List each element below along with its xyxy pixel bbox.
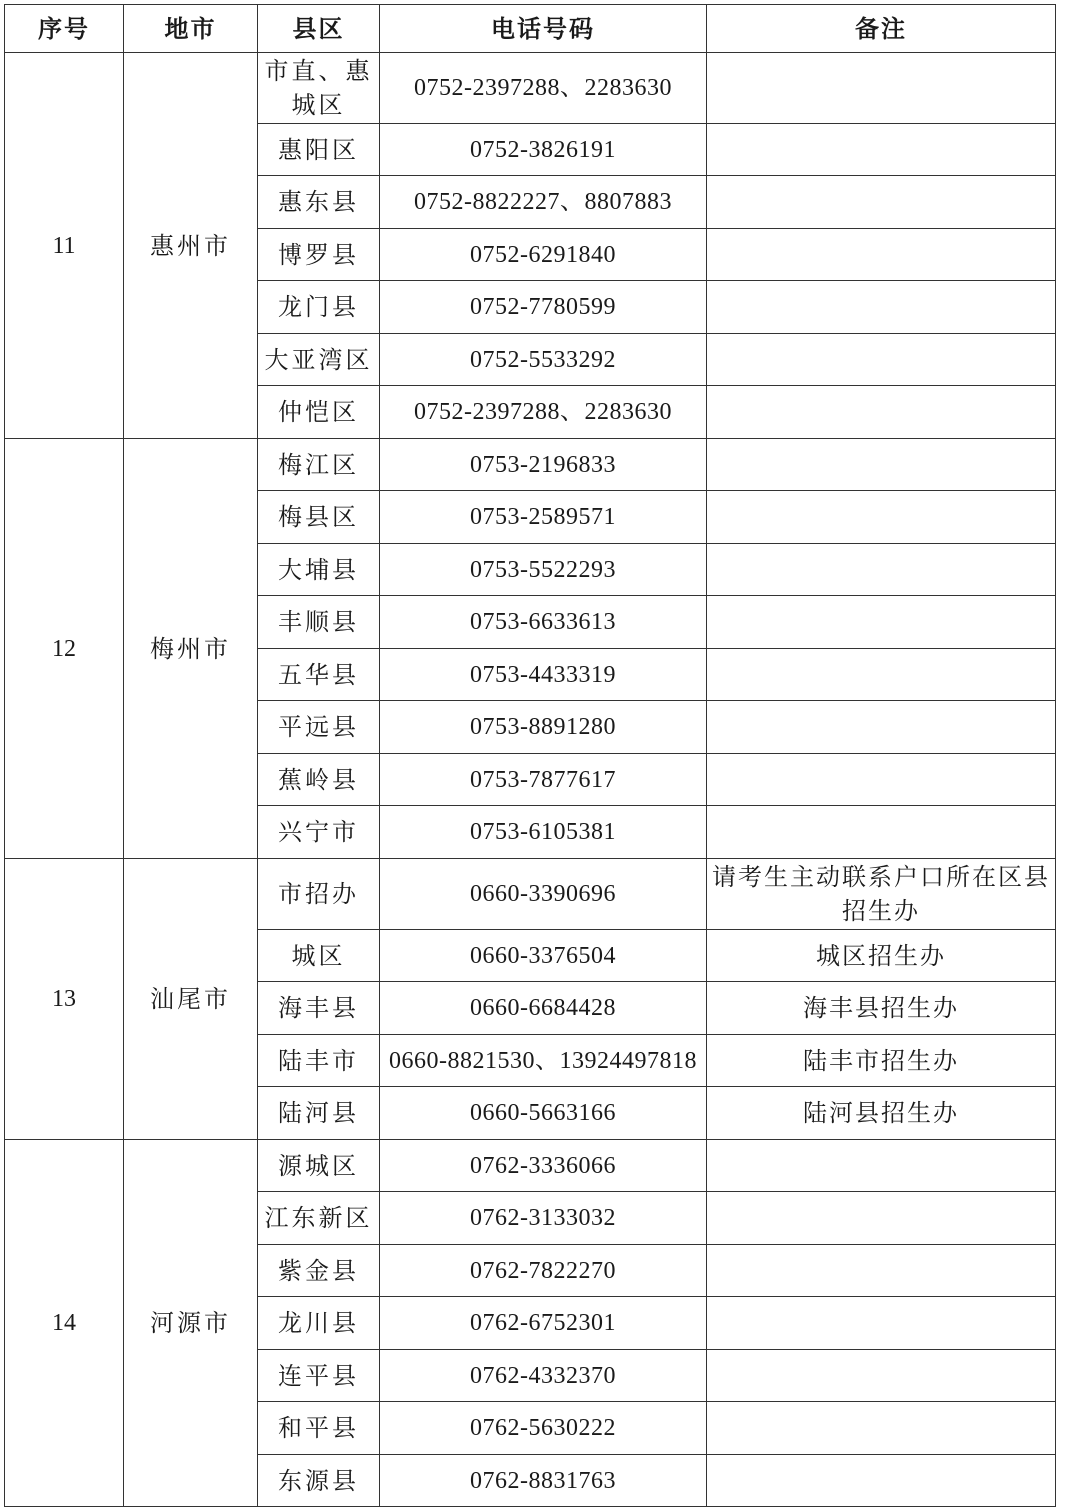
header-city: 地市	[124, 5, 258, 53]
district-cell: 江东新区	[258, 1192, 380, 1245]
phone-cell: 0753-2196833	[380, 439, 707, 491]
phone-cell: 0753-5522293	[380, 544, 707, 596]
district-cell: 陆丰市	[258, 1035, 380, 1087]
district-cell: 海丰县	[258, 982, 380, 1035]
district-cell: 仲恺区	[258, 386, 380, 439]
note-cell	[707, 1455, 1056, 1507]
district-cell: 东源县	[258, 1455, 380, 1507]
phone-cell: 0752-6291840	[380, 229, 707, 281]
district-cell: 市直、惠城区	[258, 53, 380, 124]
note-cell	[707, 701, 1056, 754]
header-note: 备注	[707, 5, 1056, 53]
district-cell: 市招办	[258, 859, 380, 930]
note-cell	[707, 53, 1056, 124]
table-row	[5, 53, 1056, 124]
note-cell	[707, 334, 1056, 386]
seq-cell: 13	[5, 859, 124, 1140]
note-cell	[707, 1140, 1056, 1192]
district-cell: 蕉岭县	[258, 754, 380, 806]
phone-cell: 0753-8891280	[380, 701, 707, 754]
note-cell	[707, 491, 1056, 544]
phone-cell: 0762-6752301	[380, 1297, 707, 1350]
note-cell	[707, 281, 1056, 334]
table-body	[5, 53, 1056, 1507]
contact-table	[4, 4, 1056, 1507]
note-cell	[707, 386, 1056, 439]
city-cell: 汕尾市	[124, 859, 258, 1140]
table-row	[5, 859, 1056, 930]
district-cell: 紫金县	[258, 1245, 380, 1297]
phone-cell: 0752-2397288、2283630	[380, 53, 707, 124]
district-cell: 连平县	[258, 1350, 380, 1402]
district-cell: 大埔县	[258, 544, 380, 596]
note-cell	[707, 754, 1056, 806]
note-cell: 请考生主动联系户口所在区县招生办	[707, 859, 1056, 930]
phone-cell: 0762-3336066	[380, 1140, 707, 1192]
seq-cell: 12	[5, 439, 124, 859]
district-cell: 城区	[258, 930, 380, 982]
district-cell: 大亚湾区	[258, 334, 380, 386]
note-cell	[707, 1245, 1056, 1297]
note-cell	[707, 124, 1056, 176]
district-cell: 惠东县	[258, 176, 380, 229]
note-cell: 陆河县招生办	[707, 1087, 1056, 1140]
district-cell: 五华县	[258, 649, 380, 701]
district-cell: 博罗县	[258, 229, 380, 281]
district-cell: 惠阳区	[258, 124, 380, 176]
note-cell	[707, 1297, 1056, 1350]
district-cell: 和平县	[258, 1402, 380, 1455]
phone-cell: 0753-6633613	[380, 596, 707, 649]
note-cell	[707, 176, 1056, 229]
note-cell: 陆丰市招生办	[707, 1035, 1056, 1087]
phone-cell: 0753-6105381	[380, 806, 707, 859]
phone-cell: 0753-7877617	[380, 754, 707, 806]
phone-cell: 0762-7822270	[380, 1245, 707, 1297]
city-cell: 河源市	[124, 1140, 258, 1507]
phone-cell: 0660-3390696	[380, 859, 707, 930]
phone-cell: 0752-2397288、2283630	[380, 386, 707, 439]
note-cell: 海丰县招生办	[707, 982, 1056, 1035]
phone-cell: 0752-7780599	[380, 281, 707, 334]
phone-cell: 0660-6684428	[380, 982, 707, 1035]
note-cell	[707, 1402, 1056, 1455]
seq-cell: 14	[5, 1140, 124, 1507]
note-cell	[707, 806, 1056, 859]
seq-cell: 11	[5, 53, 124, 439]
phone-cell: 0660-8821530、13924497818	[380, 1035, 707, 1087]
header-seq: 序号	[5, 5, 124, 53]
phone-cell: 0762-3133032	[380, 1192, 707, 1245]
header-district: 县区	[258, 5, 380, 53]
phone-cell: 0660-3376504	[380, 930, 707, 982]
note-cell	[707, 229, 1056, 281]
note-cell	[707, 649, 1056, 701]
district-cell: 龙川县	[258, 1297, 380, 1350]
header-row	[5, 5, 1056, 53]
note-cell	[707, 1350, 1056, 1402]
phone-cell: 0753-4433319	[380, 649, 707, 701]
note-cell: 城区招生办	[707, 930, 1056, 982]
district-cell: 兴宁市	[258, 806, 380, 859]
district-cell: 龙门县	[258, 281, 380, 334]
table-row	[5, 439, 1056, 491]
header-phone: 电话号码	[380, 5, 707, 53]
district-cell: 梅江区	[258, 439, 380, 491]
note-cell	[707, 596, 1056, 649]
phone-cell: 0660-5663166	[380, 1087, 707, 1140]
district-cell: 丰顺县	[258, 596, 380, 649]
note-cell	[707, 1192, 1056, 1245]
phone-cell: 0752-5533292	[380, 334, 707, 386]
city-cell: 梅州市	[124, 439, 258, 859]
phone-cell: 0762-5630222	[380, 1402, 707, 1455]
district-cell: 平远县	[258, 701, 380, 754]
phone-cell: 0753-2589571	[380, 491, 707, 544]
district-cell: 梅县区	[258, 491, 380, 544]
phone-cell: 0762-8831763	[380, 1455, 707, 1507]
phone-cell: 0752-3826191	[380, 124, 707, 176]
table-row	[5, 1140, 1056, 1192]
district-cell: 陆河县	[258, 1087, 380, 1140]
note-cell	[707, 544, 1056, 596]
phone-cell: 0752-8822227、8807883	[380, 176, 707, 229]
phone-cell: 0762-4332370	[380, 1350, 707, 1402]
district-cell: 源城区	[258, 1140, 380, 1192]
city-cell: 惠州市	[124, 53, 258, 439]
note-cell	[707, 439, 1056, 491]
